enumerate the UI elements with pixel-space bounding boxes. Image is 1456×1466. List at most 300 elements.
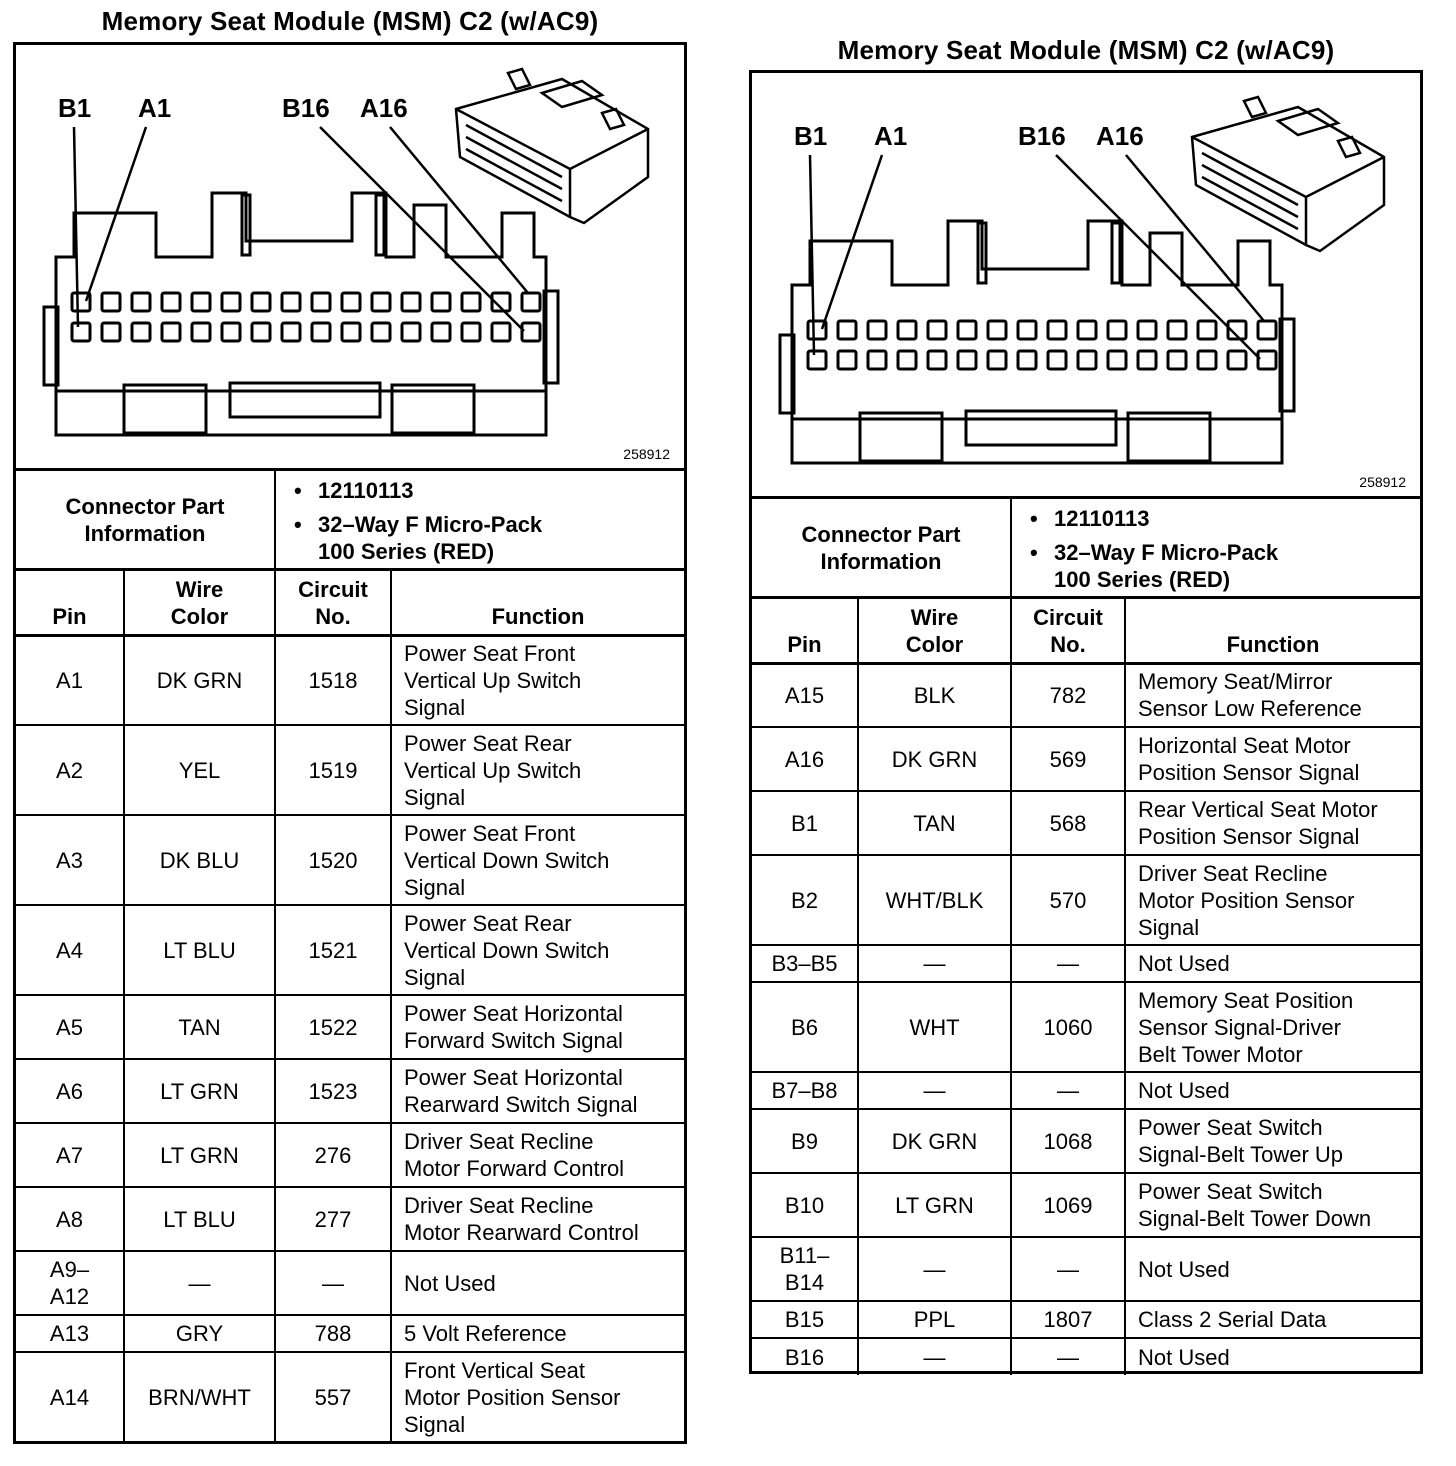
circuit-cell-line: 1518 (308, 667, 358, 693)
wire-color-cell-line: DK GRN (156, 667, 243, 693)
sketch-cavity-rows (466, 125, 562, 201)
col-header-function: Function (1125, 599, 1420, 663)
col-header-wire-color (124, 571, 275, 635)
table-row (752, 791, 1420, 855)
terminal-cavity (1108, 351, 1126, 369)
terminal-cavity (132, 323, 150, 341)
pin-cell (16, 635, 124, 725)
wire-color-cell-line: DK BLU (159, 847, 240, 873)
sketch-cavity-rows (1202, 153, 1298, 229)
terminal-cavity (988, 351, 1006, 369)
terminal-cavity (372, 293, 390, 311)
pin-cell (752, 663, 858, 727)
pin-cell-line: A3 (56, 847, 83, 873)
terminal-cavity (1258, 351, 1276, 369)
connector-info-list (276, 471, 542, 568)
function-cell-line: Rearward Switch Signal (404, 1092, 638, 1117)
wire-color-cell-line: — (923, 1256, 946, 1282)
circuit-cell (1011, 945, 1125, 982)
terminal-cavity (342, 323, 360, 341)
pin-cell-line: A9– (49, 1257, 90, 1282)
pin-cell-line: B16 (784, 1344, 825, 1370)
connector-diagram (16, 45, 684, 465)
function-cell (391, 995, 684, 1059)
wire-color-cell (858, 1237, 1011, 1301)
function-cell (391, 905, 684, 995)
terminal-cavity (1258, 321, 1276, 339)
table-row (752, 1301, 1420, 1338)
function-cell (391, 635, 684, 725)
col-header-pin: Pin (752, 599, 858, 663)
pin-cell (752, 945, 858, 982)
pin-cell (16, 1187, 124, 1251)
function-cell-line: Memory Seat Position (1138, 987, 1354, 1013)
function-cell (391, 1251, 684, 1315)
table-row (16, 905, 684, 995)
panel-frame (13, 42, 687, 1444)
terminal-cavity (1168, 351, 1186, 369)
function-cell (1125, 1173, 1420, 1237)
terminal-cavity (898, 321, 916, 339)
panel-frame (749, 70, 1423, 1374)
wire-color-cell (858, 945, 1011, 982)
terminal-cavity (282, 293, 300, 311)
header-line: Circuit (298, 576, 368, 602)
wire-color-cell-line: — (923, 951, 946, 976)
wire-color-cell-line: LT GRN (895, 1192, 974, 1218)
col-header-function: Function (391, 571, 684, 635)
terminal-cavity (1108, 321, 1126, 339)
wire-color-cell-line: TAN (178, 1014, 221, 1040)
terminal-cavity (1048, 321, 1066, 339)
function-cell-line: Signal-Belt Tower Down (1138, 1206, 1372, 1231)
terminal-cavity (72, 323, 90, 341)
wire-color-cell (858, 1338, 1011, 1375)
terminal-cavity (1138, 321, 1156, 339)
terminal-cavity (1078, 351, 1096, 369)
figure-number: 258912 (623, 446, 670, 462)
function-cell (391, 1187, 684, 1251)
function-cell-line: Signal (404, 1412, 466, 1437)
function-cell-line: Motor Forward Control (404, 1156, 625, 1181)
wire-color-cell (124, 635, 275, 725)
function-cell (1125, 855, 1420, 945)
table-row (752, 1173, 1420, 1237)
connector-panel-right (749, 0, 1423, 1376)
function-cell-line: Power Seat Horizontal (404, 1001, 623, 1026)
connector-info-label (16, 471, 276, 568)
terminal-cavity (312, 293, 330, 311)
connector-perspective-sketch (456, 69, 648, 223)
circuit-cell (275, 1315, 391, 1352)
pin-cell (752, 1109, 858, 1173)
pin-cell (752, 1301, 858, 1338)
pin-cell-line: A15 (784, 682, 825, 708)
terminal-cavity (312, 323, 330, 341)
sketch-latches (508, 69, 624, 129)
function-cell-line: Vertical Down Switch (404, 847, 610, 873)
wire-color-cell (858, 1301, 1011, 1338)
terminal-cavity (838, 351, 856, 369)
circuit-cell (1011, 727, 1125, 791)
table-row (16, 815, 684, 905)
circuit-cell-line: — (1057, 951, 1079, 976)
table-row (752, 1237, 1420, 1301)
pin-cell (752, 727, 858, 791)
wire-color-cell (858, 1173, 1011, 1237)
terminal-cavity (522, 293, 540, 311)
function-cell-line: Driver Seat Recline (1138, 860, 1328, 886)
circuit-cell (1011, 791, 1125, 855)
function-cell (391, 725, 684, 815)
table-row (752, 1072, 1420, 1109)
terminal-cavity (838, 321, 856, 339)
function-cell (1125, 982, 1420, 1072)
table-row (16, 1187, 684, 1251)
function-cell (1125, 1301, 1420, 1338)
circuit-cell-line: — (1057, 1078, 1079, 1103)
figure-label-a16: A16 (1096, 121, 1144, 151)
table-row (752, 727, 1420, 791)
figure-label-a1: A1 (138, 93, 172, 123)
post-right (1112, 223, 1120, 283)
function-cell (391, 1123, 684, 1187)
wire-color-cell-line: DK GRN (891, 1128, 978, 1154)
pin-cell-line: B14 (784, 1270, 825, 1295)
info-item-line: 100 Series (RED) (318, 539, 495, 564)
pinout-rows (16, 635, 684, 1442)
col-header-pin: Pin (16, 571, 124, 635)
function-cell (1125, 1109, 1420, 1173)
terminal-cavity (402, 293, 420, 311)
pin-cell (16, 1352, 124, 1442)
terminal-cavity (132, 293, 150, 311)
figure-label-b1: B1 (794, 121, 828, 151)
pin-cell-line: A6 (56, 1078, 83, 1104)
wire-color-cell (124, 725, 275, 815)
pin-cell (16, 725, 124, 815)
wire-color-cell (124, 1315, 275, 1352)
terminal-cavity (898, 351, 916, 369)
wire-color-cell-line: PPL (913, 1307, 956, 1332)
wire-color-cell-line: LT GRN (160, 1142, 239, 1168)
function-cell-line: 5 Volt Reference (404, 1321, 567, 1346)
wire-color-cell-line: — (923, 1344, 946, 1370)
wire-color-cell-line: LT BLU (163, 937, 236, 963)
terminal-cavity (192, 293, 210, 311)
pin-cell-line: A2 (56, 757, 83, 783)
function-cell-line: Memory Seat/Mirror (1138, 669, 1333, 695)
connector-diagram (752, 73, 1420, 493)
circuit-cell-line: 568 (1049, 810, 1087, 836)
pin-cell (752, 1338, 858, 1375)
pin-cell (752, 791, 858, 855)
info-item-line: 100 Series (RED) (1054, 567, 1231, 592)
info-item (318, 477, 542, 504)
function-cell-line: Signal (404, 874, 466, 900)
col-header-wire-color (858, 599, 1011, 663)
function-cell-line: Vertical Up Switch (404, 667, 582, 693)
function-cell-line: Power Seat Rear (404, 910, 572, 936)
function-cell-line: Power Seat Front (404, 640, 576, 666)
terminal-cavity (1018, 351, 1036, 369)
function-cell-line: Position Sensor Signal (1138, 824, 1360, 849)
terminal-cavity (342, 293, 360, 311)
pin-cell (752, 1173, 858, 1237)
pin-cell (16, 995, 124, 1059)
terminal-cavity (162, 323, 180, 341)
circuit-cell-line: 1519 (308, 757, 358, 783)
sketch-top-lock (1278, 109, 1338, 135)
pin-cell (16, 1315, 124, 1352)
table-row (16, 1315, 684, 1352)
info-item-line: • 32–Way F Micro-Pack (318, 512, 543, 537)
function-cell (1125, 1338, 1420, 1375)
circuit-cell (1011, 982, 1125, 1072)
circuit-cell (1011, 1072, 1125, 1109)
figure-label-b16: B16 (1018, 121, 1066, 151)
connector-figure (752, 73, 1420, 499)
terminal-cavity (222, 323, 240, 341)
function-cell (1125, 727, 1420, 791)
circuit-cell (275, 725, 391, 815)
wire-color-cell-line: — (923, 1078, 946, 1103)
terminal-cavity (1228, 351, 1246, 369)
pin-cell-line: B3–B5 (771, 951, 838, 976)
connector-part-info (752, 499, 1420, 599)
connector-figure (16, 45, 684, 471)
circuit-cell (275, 995, 391, 1059)
function-cell-line: Vertical Up Switch (404, 757, 582, 783)
function-cell-line: Power Seat Switch (1138, 1115, 1323, 1140)
table-row (16, 1352, 684, 1442)
table-row (752, 945, 1420, 982)
circuit-cell (1011, 1109, 1125, 1173)
wire-color-cell (858, 1072, 1011, 1109)
terminal-cavity (192, 323, 210, 341)
terminal-cavity (1198, 321, 1216, 339)
circuit-cell-line: — (1057, 1344, 1079, 1370)
function-cell-line: Vertical Down Switch (404, 937, 610, 963)
terminal-cavity (462, 323, 480, 341)
terminal-cavity (1198, 351, 1216, 369)
terminal-cavity (492, 323, 510, 341)
wire-color-cell (858, 791, 1011, 855)
function-cell-line: Driver Seat Recline (404, 1129, 594, 1154)
terminal-cavity (1168, 321, 1186, 339)
function-cell-line: Forward Switch Signal (404, 1028, 623, 1053)
wire-color-cell-line: BLK (913, 682, 956, 708)
terminal-cavity (462, 293, 480, 311)
pin-cell-line: B7–B8 (771, 1078, 838, 1103)
circuit-cell (275, 1352, 391, 1442)
panel-title: Memory Seat Module (MSM) C2 (w/AC9) (837, 35, 1335, 65)
circuit-cell-line: 1523 (308, 1078, 358, 1104)
header-line: No. (1050, 631, 1086, 657)
wire-color-cell-line: BRN/WHT (148, 1385, 251, 1410)
circuit-cell-line: 1807 (1043, 1307, 1093, 1332)
circuit-cell (275, 635, 391, 725)
pinout-table (16, 571, 684, 1442)
table-row (16, 725, 684, 815)
function-cell-line: Not Used (1138, 1256, 1230, 1282)
terminal-cavity (928, 321, 946, 339)
function-cell-line: Not Used (404, 1270, 496, 1296)
circuit-cell (1011, 1301, 1125, 1338)
sketch-latches (1244, 97, 1360, 157)
info-item-line: • 12110113 (1054, 506, 1150, 531)
info-item-line: • 12110113 (318, 478, 414, 503)
pin-cell (752, 1237, 858, 1301)
table-row (752, 855, 1420, 945)
pin-cell (16, 1251, 124, 1315)
pin-cell-line: B2 (791, 887, 818, 913)
wire-color-cell (858, 1109, 1011, 1173)
terminal-cavity (432, 323, 450, 341)
function-cell (391, 1059, 684, 1123)
terminal-cavity (432, 293, 450, 311)
function-cell-line: Not Used (1138, 951, 1230, 976)
function-cell (391, 815, 684, 905)
function-cell-line: Sensor Low Reference (1138, 696, 1362, 722)
function-cell-line: Signal (404, 784, 466, 810)
table-row (16, 1251, 684, 1315)
figure-label-a16: A16 (360, 93, 408, 123)
pin-cell-line: A4 (56, 937, 83, 963)
wire-color-cell (124, 1187, 275, 1251)
function-cell-line: Horizontal Seat Motor (1138, 733, 1351, 758)
header-line: Color (905, 631, 964, 657)
function-cell-line: Signal (404, 964, 466, 990)
pin-cell (16, 815, 124, 905)
circuit-cell-line: — (1057, 1256, 1079, 1282)
sketch-top-lock (542, 81, 602, 107)
col-header-circuit (1011, 599, 1125, 663)
table-row (752, 982, 1420, 1072)
circuit-cell-line: 557 (314, 1385, 352, 1410)
terminal-cavity (522, 323, 540, 341)
wire-color-cell (124, 995, 275, 1059)
terminal-cavity (102, 323, 120, 341)
circuit-cell-line: 1060 (1043, 1014, 1093, 1040)
center-key (230, 383, 380, 417)
pin-cell-line: A7 (56, 1142, 83, 1168)
terminal-cavity (102, 293, 120, 311)
figure-number: 258912 (1359, 474, 1406, 490)
wire-color-cell (124, 1123, 275, 1187)
pin-cell-line: A5 (56, 1014, 83, 1040)
wire-color-cell-line: GRY (175, 1321, 224, 1346)
circuit-cell-line: 782 (1049, 682, 1087, 708)
circuit-cell (275, 1187, 391, 1251)
pin-cell-line: B1 (791, 810, 818, 836)
terminal-cavity (1018, 321, 1036, 339)
circuit-cell-line: — (322, 1270, 344, 1296)
circuit-cell (1011, 1237, 1125, 1301)
terminal-cavity (372, 323, 390, 341)
connector-perspective-sketch (1192, 97, 1384, 251)
function-cell-line: Power Seat Switch (1138, 1179, 1323, 1204)
wire-color-cell-line: — (188, 1270, 211, 1296)
terminal-cavity (928, 351, 946, 369)
connector-info-label (752, 499, 1012, 596)
pin-cell (16, 905, 124, 995)
function-cell (391, 1352, 684, 1442)
header-line: Wire (175, 576, 224, 602)
function-cell-line: Position Sensor Signal (1138, 760, 1360, 785)
terminal-cavity (808, 351, 826, 369)
circuit-cell (1011, 663, 1125, 727)
wire-color-cell (858, 663, 1011, 727)
pin-cell-line: B9 (791, 1128, 818, 1154)
pin-cell (16, 1123, 124, 1187)
wire-color-cell-line: TAN (913, 810, 956, 836)
function-cell (1125, 663, 1420, 727)
function-cell-line: Front Vertical Seat (404, 1358, 585, 1383)
wire-color-cell (858, 727, 1011, 791)
table-row (16, 1123, 684, 1187)
function-cell-line: Motor Position Sensor (404, 1385, 621, 1410)
circuit-cell (275, 905, 391, 995)
function-cell (1125, 1237, 1420, 1301)
wire-color-cell-line: LT BLU (163, 1206, 236, 1232)
pinout-rows (752, 663, 1420, 1375)
terminal-cavity (1048, 351, 1066, 369)
pin-cell-line: B10 (784, 1192, 825, 1218)
function-cell-line: Power Seat Rear (404, 730, 572, 756)
pin-cell (16, 1059, 124, 1123)
header-line: No. (315, 603, 351, 629)
pinout-table (752, 599, 1420, 1375)
table-row (752, 663, 1420, 727)
circuit-cell-line: 570 (1049, 887, 1087, 913)
pin-cell-line: B15 (784, 1307, 825, 1332)
pin-cell-line: B11– (779, 1243, 830, 1268)
function-cell-line: Not Used (1138, 1078, 1230, 1103)
terminal-cavity (1078, 321, 1096, 339)
circuit-cell-line: 1522 (308, 1014, 358, 1040)
terminal-cavity (868, 351, 886, 369)
info-label-line: Connector Part (801, 521, 961, 547)
pin-cell (752, 1072, 858, 1109)
info-label-line: Information (820, 548, 942, 574)
terminal-cavity (222, 293, 240, 311)
wire-color-cell (124, 905, 275, 995)
terminal-cavity (958, 351, 976, 369)
function-cell (1125, 791, 1420, 855)
pin-cell-line: A16 (784, 746, 825, 772)
connector-info-list (1012, 499, 1278, 596)
table-row (16, 1059, 684, 1123)
table-row (16, 995, 684, 1059)
pin-cell (752, 855, 858, 945)
circuit-cell-line: 1520 (308, 847, 358, 873)
info-label-line: Information (84, 520, 206, 546)
circuit-cell-line: 1069 (1043, 1192, 1093, 1218)
wire-color-cell-line: DK GRN (891, 746, 978, 772)
function-cell-line: Rear Vertical Seat Motor (1138, 797, 1378, 822)
wire-color-cell (124, 815, 275, 905)
header-line: Color (170, 603, 229, 629)
circuit-cell (1011, 1338, 1125, 1375)
circuit-cell-line: 788 (314, 1321, 352, 1346)
pin-cell-line: A12 (49, 1284, 90, 1309)
terminal-cavity (1138, 351, 1156, 369)
circuit-cell (275, 1123, 391, 1187)
pin-cell-line: A8 (56, 1206, 83, 1232)
pin-cell-line: A14 (49, 1385, 90, 1410)
figure-label-b16: B16 (282, 93, 330, 123)
